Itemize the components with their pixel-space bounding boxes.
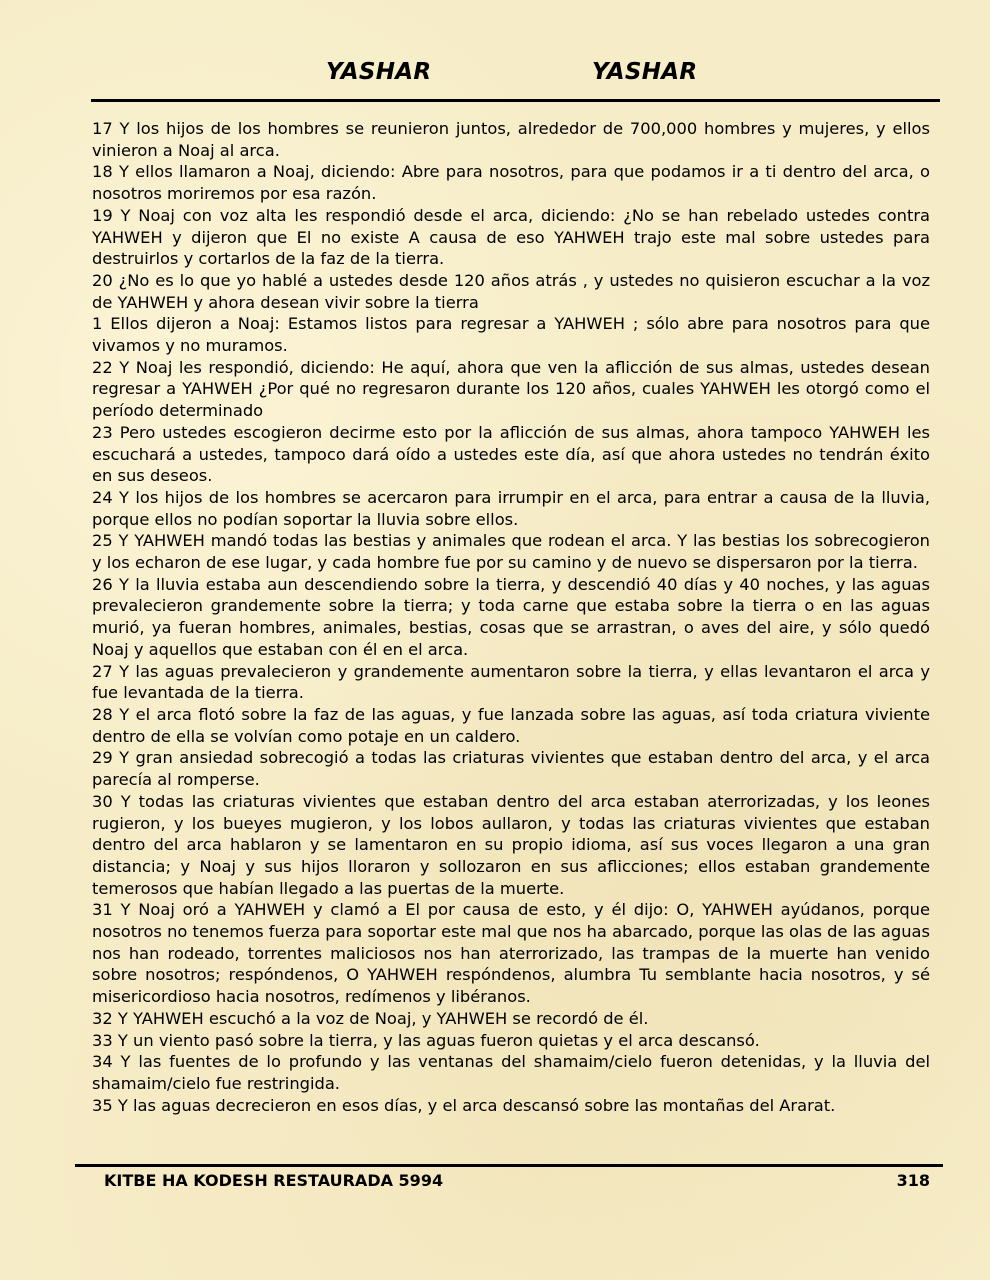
verse-26: 26 Y la lluvia estaba aun descendiendo sobre la tierra, y descendió 40 días y 40 noches, y las aguas prevalecieron grandemente sobre la tierra; y toda carne que estaba sobre la tierra o en las aguas murió, ya fueran hombres, animales, bestias, cosas que se arrastran, o aves del aire, y sólo quedó Noaj y aquellos que estaban con él en el arca. [92, 574, 930, 659]
verse-34: 34 Y las fuentes de lo profundo y las ventanas del shamaim/cielo fueron detenidas, y la lluvia del shamaim/cielo fue restringida. [92, 1052, 930, 1093]
verse-text-body [92, 118, 930, 1116]
verse-24: 24 Y los hijos de los hombres se acercaron para irrumpir en el arca, para entrar a causa de la lluvia, porque ellos no podían soportar la lluvia sobre ellos. [92, 487, 930, 529]
verse-20: 20 ¿No es lo que yo hablé a ustedes desde 120 años atrás , y ustedes no quisieron escuchar a la voz de YAHWEH y ahora desean vivir sobre la tierra [92, 270, 930, 312]
verse-23: 23 Pero ustedes escogieron decirme esto por la aflicción de sus almas, ahora tampoco YAHWEH les escuchará a ustedes, tampoco dará oído a ustedes este día, así que ahora ustedes no tendrán éxito en sus deseos. [92, 422, 930, 486]
verse-21: 1 Ellos dijeron a Noaj: Estamos listos para regresar a YAHWEH ; sólo abre para nosotros para que vivamos y no muramos. [92, 314, 930, 356]
header-rule [91, 99, 940, 102]
verse-18: 18 Y ellos llamaron a Noaj, diciendo: Abre para nosotros, para que podamos ir a ti dentro del arca, o nosotros moriremos por esa razón. [92, 162, 930, 204]
verse-30: 30 Y todas las criaturas vivientes que estaban dentro del arca estaban aterrorizadas, y los leones rugieron, y los bueyes mugieron, y los lobos aullaron, y todas las criaturas vivientes que estaban dentro del arca hablaron y se lamentaron en su propio idioma, así sus voces llegaron a una gran distancia; y Noaj y sus hijos lloraron y sollozaron en sus aflicciones; ellos estaban grandemente temerosos que habían llegado a las puertas de la muerte. [92, 791, 930, 898]
verse-33: 33 Y un viento pasó sobre la tierra, y las aguas fueron quietas y el arca descansó. [92, 1030, 760, 1050]
verse-28: 28 Y el arca flotó sobre la faz de las aguas, y fue lanzada sobre las aguas, así toda criatura viviente dentro de ella se volvían como potaje en un caldero. [92, 704, 930, 746]
verse-25: 25 Y YAHWEH mandó todas las bestias y animales que rodean el arca. Y las bestias los sobrecogieron y los echaron de ese lugar, y cada hombre fue por su camino y de nuevo se dispersaron por la tierra. [92, 531, 930, 573]
page-number: 318 [896, 1171, 930, 1190]
page-header [0, 55, 990, 95]
verse-29: 29 Y gran ansiedad sobrecogió a todas las criaturas vivientes que estaban dentro del arca, y el arca parecía al romperse. [92, 748, 930, 790]
footer-rule [75, 1164, 943, 1167]
verse-31: 31 Y Noaj oró a YAHWEH y clamó a El por causa de esto, y él dijo: O, YAHWEH ayúdanos, porque nosotros no tenemos fuerza para soportar este mal que nos ha abarcado, porque las olas de las aguas nos han rodeado, torrentes maliciosos nos han aterrorizado, las trampas de la muerte han venido sobre nosotros; respóndenos, O YAHWEH respóndenos, alumbra Tu semblante hacia nosotros, y sé misericordioso hacia nosotros, redímenos y libéranos. [92, 900, 930, 1007]
verse-27: 27 Y las aguas prevalecieron y grandemente aumentaron sobre la tierra, y ellas levantaron el arca y fue levantada de la tierra. [92, 661, 930, 703]
verse-17: 17 Y los hijos de los hombres se reunieron juntos, alrededor de 700,000 hombres y mujeres, y ellos vinieron a Noaj al arca. [92, 119, 930, 160]
header-title-right: YASHAR [592, 59, 698, 85]
verse-19: 19 Y Noaj con voz alta les respondió desde el arca, diciendo: ¿No se han rebelado ustedes contra YAHWEH y dijeron que El no existe A causa de eso YAHWEH trajo este mal sobre ustedes para destruirlos y cortarlos de la faz de la tierra. [92, 205, 930, 269]
verse-22: 22 Y Noaj les respondió, diciendo: He aquí, ahora que ven la aflicción de sus almas, ustedes desean regresar a YAHWEH ¿Por qué no regresaron durante los 120 años, cuales YAHWEH les otorgó como el período determinado [92, 357, 930, 421]
header-title-left: YASHAR [326, 59, 432, 85]
verse-35: 35 Y las aguas decrecieron en esos días, y el arca descansó sobre las montañas del Ararat. [92, 1095, 836, 1115]
verse-32: 32 Y YAHWEH escuchó a la voz de Noaj, y YAHWEH se recordó de él. [92, 1008, 649, 1028]
footer-book-title: KITBE HA KODESH RESTAURADA 5994 [104, 1171, 444, 1190]
